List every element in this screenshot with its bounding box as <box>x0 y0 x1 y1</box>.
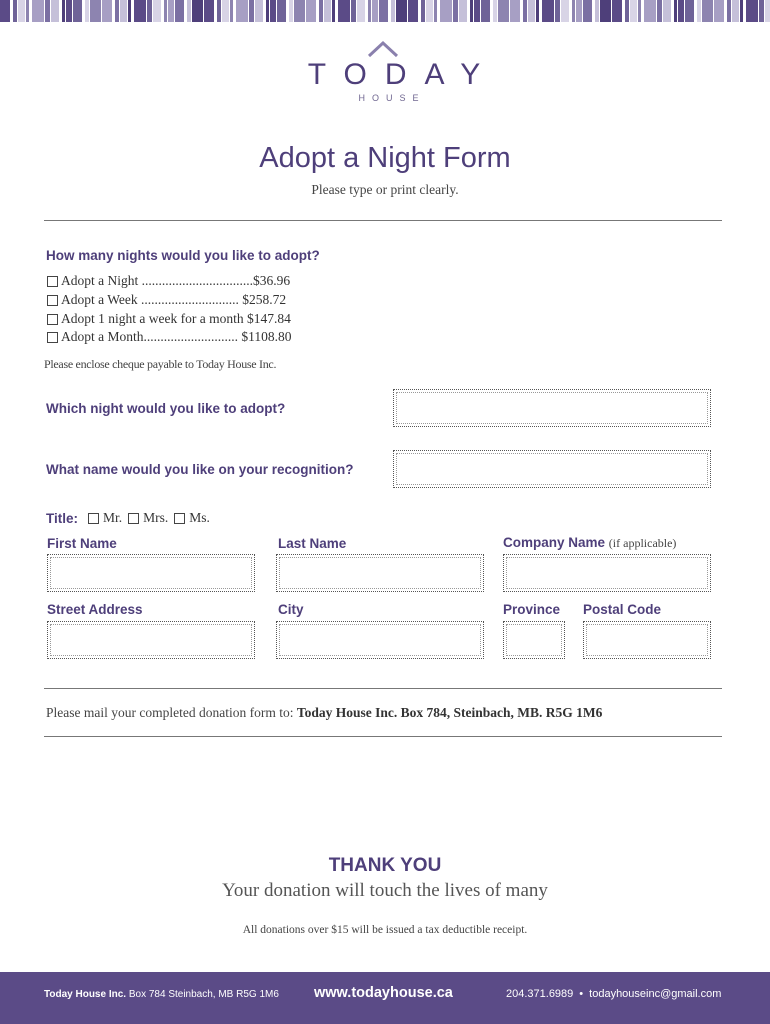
company-name-label <box>503 535 676 551</box>
mail-prefix: Please mail your completed donation form to: <box>46 705 297 720</box>
logo-subword: HOUSE <box>358 93 426 103</box>
first-name-input[interactable] <box>47 554 255 592</box>
footer <box>0 972 770 1024</box>
company-name-input[interactable] <box>503 554 711 592</box>
checkbox[interactable] <box>47 295 58 306</box>
nights-question: How many nights would you like to adopt? <box>46 248 320 263</box>
company-name-text: Company Name <box>503 535 606 550</box>
option-adopt-1-night-week[interactable] <box>47 311 291 327</box>
checkbox[interactable] <box>47 332 58 343</box>
checkbox-mrs[interactable] <box>128 513 139 524</box>
last-name-input[interactable] <box>276 554 484 592</box>
title-option-mrs: Mrs. <box>143 510 169 525</box>
footer-website-link[interactable]: www.todayhouse.ca <box>314 985 453 1001</box>
option-label: Adopt a Month............................ $1108.80 <box>61 329 292 344</box>
footer-org: Today House Inc. <box>44 989 127 1000</box>
province-label: Province <box>503 602 561 617</box>
page-title: Adopt a Night Form <box>259 142 511 174</box>
footer-address <box>44 989 279 1000</box>
title-label: Title: <box>46 510 79 526</box>
page-subtitle: Please type or print clearly. <box>311 182 459 197</box>
divider <box>44 688 722 689</box>
footer-street: Box 784 Steinbach, MB R5G 1M6 <box>126 989 279 1000</box>
title-option-mr: Mr. <box>103 510 123 525</box>
footer-contact <box>506 988 721 1000</box>
recognition-input[interactable] <box>393 450 711 488</box>
postal-code-label: Postal Code <box>583 602 662 617</box>
last-name-label: Last Name <box>278 536 347 551</box>
first-name-label: First Name <box>47 536 117 551</box>
option-adopt-week[interactable] <box>47 292 286 308</box>
postal-code-input[interactable] <box>583 621 711 659</box>
city-input[interactable] <box>276 621 484 659</box>
title-option-ms: Ms. <box>189 510 210 525</box>
option-label: Adopt 1 night a week for a month $147.84 <box>61 311 291 326</box>
checkbox[interactable] <box>47 276 58 287</box>
header-stripe-band <box>0 0 770 22</box>
logo-wordmark: TODAY <box>307 58 499 91</box>
mail-instructions <box>46 705 602 721</box>
which-night-input[interactable] <box>393 389 711 427</box>
option-label: Adopt a Night .................................$36.96 <box>61 273 291 288</box>
checkbox[interactable] <box>47 314 58 325</box>
city-label: City <box>278 602 304 617</box>
option-label: Adopt a Week ............................. $258.72 <box>61 292 287 307</box>
footer-separator: • <box>579 988 584 1000</box>
divider <box>44 736 722 737</box>
street-address-label: Street Address <box>47 602 143 617</box>
footer-email[interactable]: todayhouseinc@gmail.com <box>589 988 722 1000</box>
title-selector <box>46 510 210 526</box>
cheque-note: Please enclose cheque payable to Today House Inc. <box>44 357 277 371</box>
thank-you-message: Your donation will touch the lives of many <box>222 880 548 901</box>
option-adopt-night[interactable] <box>47 273 290 289</box>
thank-you-heading: THANK YOU <box>328 855 442 876</box>
checkbox-ms[interactable] <box>174 513 185 524</box>
company-note: (if applicable) <box>608 536 677 550</box>
mail-address: Today House Inc. Box 784, Steinbach, MB. R5G 1M6 <box>296 705 603 720</box>
recognition-question: What name would you like on your recognition? <box>46 462 354 477</box>
receipt-note: All donations over $15 will be issued a tax deductible receipt. <box>242 924 528 936</box>
footer-phone[interactable]: 204.371.6989 <box>506 988 574 1000</box>
option-adopt-month[interactable] <box>47 329 292 345</box>
which-night-question: Which night would you like to adopt? <box>46 401 286 416</box>
divider <box>44 220 722 221</box>
checkbox-mr[interactable] <box>88 513 99 524</box>
province-input[interactable] <box>503 621 565 659</box>
house-roof-icon <box>367 40 399 58</box>
street-address-input[interactable] <box>47 621 255 659</box>
